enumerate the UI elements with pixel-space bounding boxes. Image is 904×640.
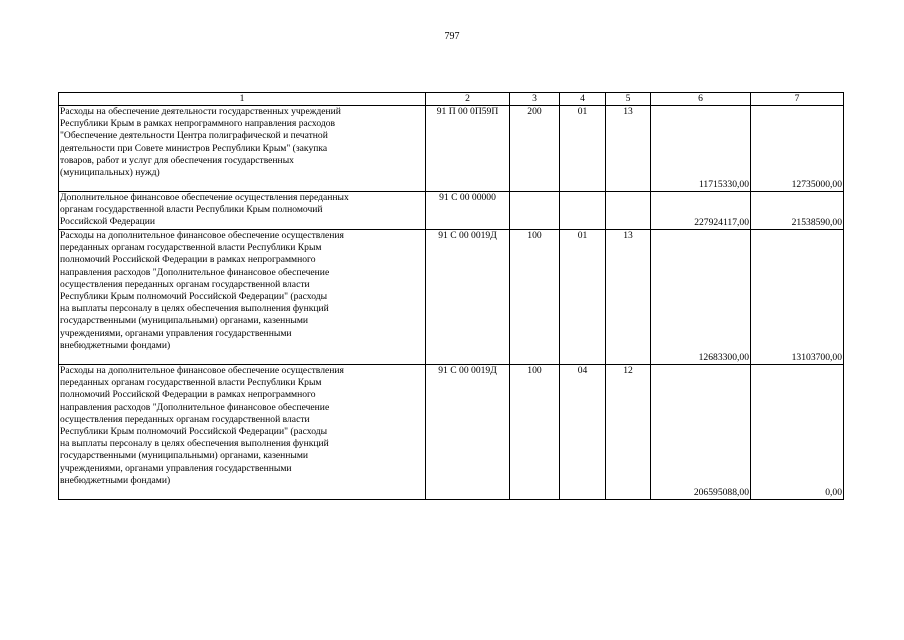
budget-table	[58, 92, 844, 500]
subsection-code	[606, 192, 651, 230]
target-article-code: 91 С 00 0019Д	[426, 365, 510, 500]
amount-col7: 12735000,00	[751, 106, 844, 192]
description-line: учреждениями, органами управления государственными	[60, 327, 292, 339]
description-line: переданных органам государственной власти Республики Крым	[60, 242, 322, 254]
section-code: 01	[560, 106, 606, 192]
subsection-code: 13	[606, 230, 651, 365]
amount-col6: 206595088,00	[651, 365, 751, 500]
description-line: (муниципальных) нужд)	[60, 167, 160, 179]
description-line: осуществления переданных органам государственной власти	[60, 413, 310, 425]
target-article-code: 91 С 00 00000	[426, 192, 510, 230]
description-line: Республики Крым полномочий Российской Федерации" (расходы	[60, 426, 328, 438]
row-description	[59, 230, 426, 365]
description-line: "Обеспечение деятельности Центра полиграфической и печатной	[60, 130, 328, 142]
row-description	[59, 106, 426, 192]
amount-col6: 227924117,00	[651, 192, 751, 230]
table-row	[59, 106, 844, 192]
description-line: Дополнительное финансовое обеспечение осуществления переданных	[60, 192, 349, 203]
description-line: Республики Крым в рамках непрограммного направления расходов	[60, 118, 336, 130]
target-article-code: 91 С 00 0019Д	[426, 230, 510, 365]
subsection-code: 13	[606, 106, 651, 192]
column-header: 7	[751, 93, 844, 106]
description-line: на выплаты персоналу в целях обеспечения выполнения функций	[60, 438, 329, 450]
amount-col6: 11715330,00	[651, 106, 751, 192]
description-line: Республики Крым полномочий Российской Федерации" (расходы	[60, 291, 328, 303]
description-line: Российской Федерации	[60, 216, 155, 228]
expense-type-code: 200	[510, 106, 560, 192]
section-code: 01	[560, 230, 606, 365]
expense-type-code: 100	[510, 365, 560, 500]
section-code: 04	[560, 365, 606, 500]
expense-type-code: 100	[510, 230, 560, 365]
amount-col7: 0,00	[751, 365, 844, 500]
table-row	[59, 230, 844, 365]
column-header: 5	[606, 93, 651, 106]
row-description	[59, 192, 426, 230]
column-header: 3	[510, 93, 560, 106]
table-header-row	[59, 93, 844, 106]
table-row	[59, 365, 844, 500]
description-line: внебюджетными фондами)	[60, 339, 171, 351]
table-row	[59, 192, 844, 230]
section-code	[560, 192, 606, 230]
row-description	[59, 365, 426, 500]
description-line: направления расходов "Дополнительное финансовое обеспечение	[60, 401, 330, 413]
description-line: полномочий Российской Федерации в рамках непрограммного	[60, 254, 316, 266]
amount-col6: 12683300,00	[651, 230, 751, 365]
description-line: государственными (муниципальными) органами, казенными	[60, 315, 309, 327]
description-line: внебюджетными фондами)	[60, 474, 171, 486]
column-header: 6	[651, 93, 751, 106]
description-line: переданных органам государственной власти Республики Крым	[60, 377, 322, 389]
description-line: осуществления переданных органам государственной власти	[60, 278, 310, 290]
description-line: деятельности при Совете министров Республики Крым" (закупка	[60, 142, 328, 154]
description-line: товаров, работ и услуг для обеспечения государственных	[60, 154, 294, 166]
page-number: 797	[444, 31, 460, 42]
description-line: государственными (муниципальными) органами, казенными	[60, 450, 309, 462]
subsection-code: 12	[606, 365, 651, 500]
amount-col7: 21538590,00	[751, 192, 844, 230]
description-line: учреждениями, органами управления государственными	[60, 462, 292, 474]
description-line: Расходы на дополнительное финансовое обеспечение осуществления	[60, 365, 344, 376]
description-line: на выплаты персоналу в целях обеспечения выполнения функций	[60, 303, 329, 315]
description-line: полномочий Российской Федерации в рамках непрограммного	[60, 389, 316, 401]
description-line: органам государственной власти Республики Крым полномочий	[60, 204, 323, 216]
description-line: направления расходов "Дополнительное финансовое обеспечение	[60, 266, 330, 278]
column-header: 1	[59, 93, 426, 106]
description-line: Расходы на дополнительное финансовое обеспечение осуществления	[60, 230, 344, 241]
column-header: 4	[560, 93, 606, 106]
column-header: 2	[426, 93, 510, 106]
description-line: Расходы на обеспечение деятельности государственных учреждений	[60, 106, 341, 117]
target-article-code: 91 П 00 0П59П	[426, 106, 510, 192]
expense-type-code	[510, 192, 560, 230]
amount-col7: 13103700,00	[751, 230, 844, 365]
